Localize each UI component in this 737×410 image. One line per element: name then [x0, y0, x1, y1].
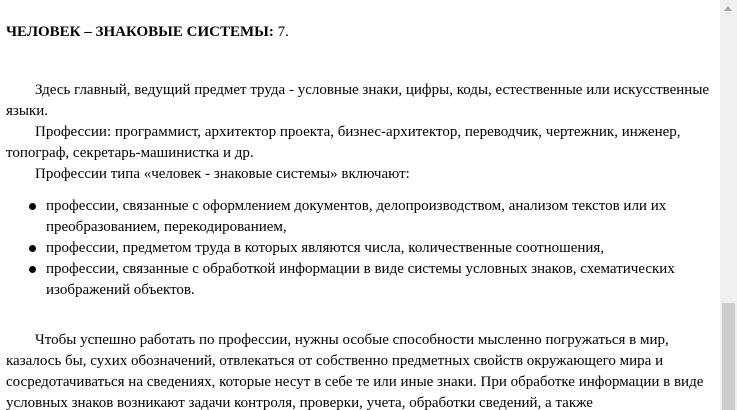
arrow-up-icon: [724, 6, 732, 11]
intro-paragraphs: [6, 80, 718, 185]
bullet-icon: [29, 245, 36, 252]
profession-list: [6, 196, 718, 301]
list-item: [6, 238, 718, 259]
heading-bold: ЧЕЛОВЕК – ЗНАКОВЫЕ СИСТЕМЫ:: [6, 24, 274, 40]
paragraph-professions: Профессии: программист, архитектор проекта, бизнес-архитектор, переводчик, чертежник, инженер, топограф, секретарь-машинистка и др.: [6, 124, 681, 161]
bullet-icon: [29, 266, 36, 273]
paragraph-abilities: Чтобы успешно работать по профессии, нужны особые способности мысленно погружаться в мир, казалось бы, сухих обозначений, отвлекаться от собственно предметных свойств окружающего мира и сосредотачиваться на сведениях, которые несут в себе те или иные знаки. При обработке информации в виде условных знаков возникают задачи контроля, проверки, учета, обработки сведений, а также: [6, 332, 704, 410]
list-item-text: профессии, связанные с обработкой информации в виде системы условных знаков, схематических изображений объектов.: [46, 261, 675, 298]
scroll-thumb[interactable]: [722, 303, 735, 410]
bullet-icon: [29, 203, 36, 210]
list-item-text: профессии, предметом труда в которых являются числа, количественные соотношения,: [46, 240, 605, 256]
paragraph-intro: Здесь главный, ведущий предмет труда - условные знаки, цифры, коды, естественные или искусственные языки.: [6, 82, 710, 119]
list-item: [6, 196, 718, 238]
list-item: [6, 259, 718, 301]
paragraph-types: Профессии типа «человек - знаковые системы» включают:: [35, 166, 410, 182]
heading-number: 7.: [273, 24, 289, 40]
list-item-text: профессии, связанные с оформлением документов, делопроизводством, анализом текстов или их преобразованием, перекодированием,: [46, 198, 667, 235]
scroll-up-button[interactable]: [720, 0, 737, 17]
vertical-scrollbar[interactable]: [720, 0, 737, 410]
page-heading: [6, 24, 289, 41]
